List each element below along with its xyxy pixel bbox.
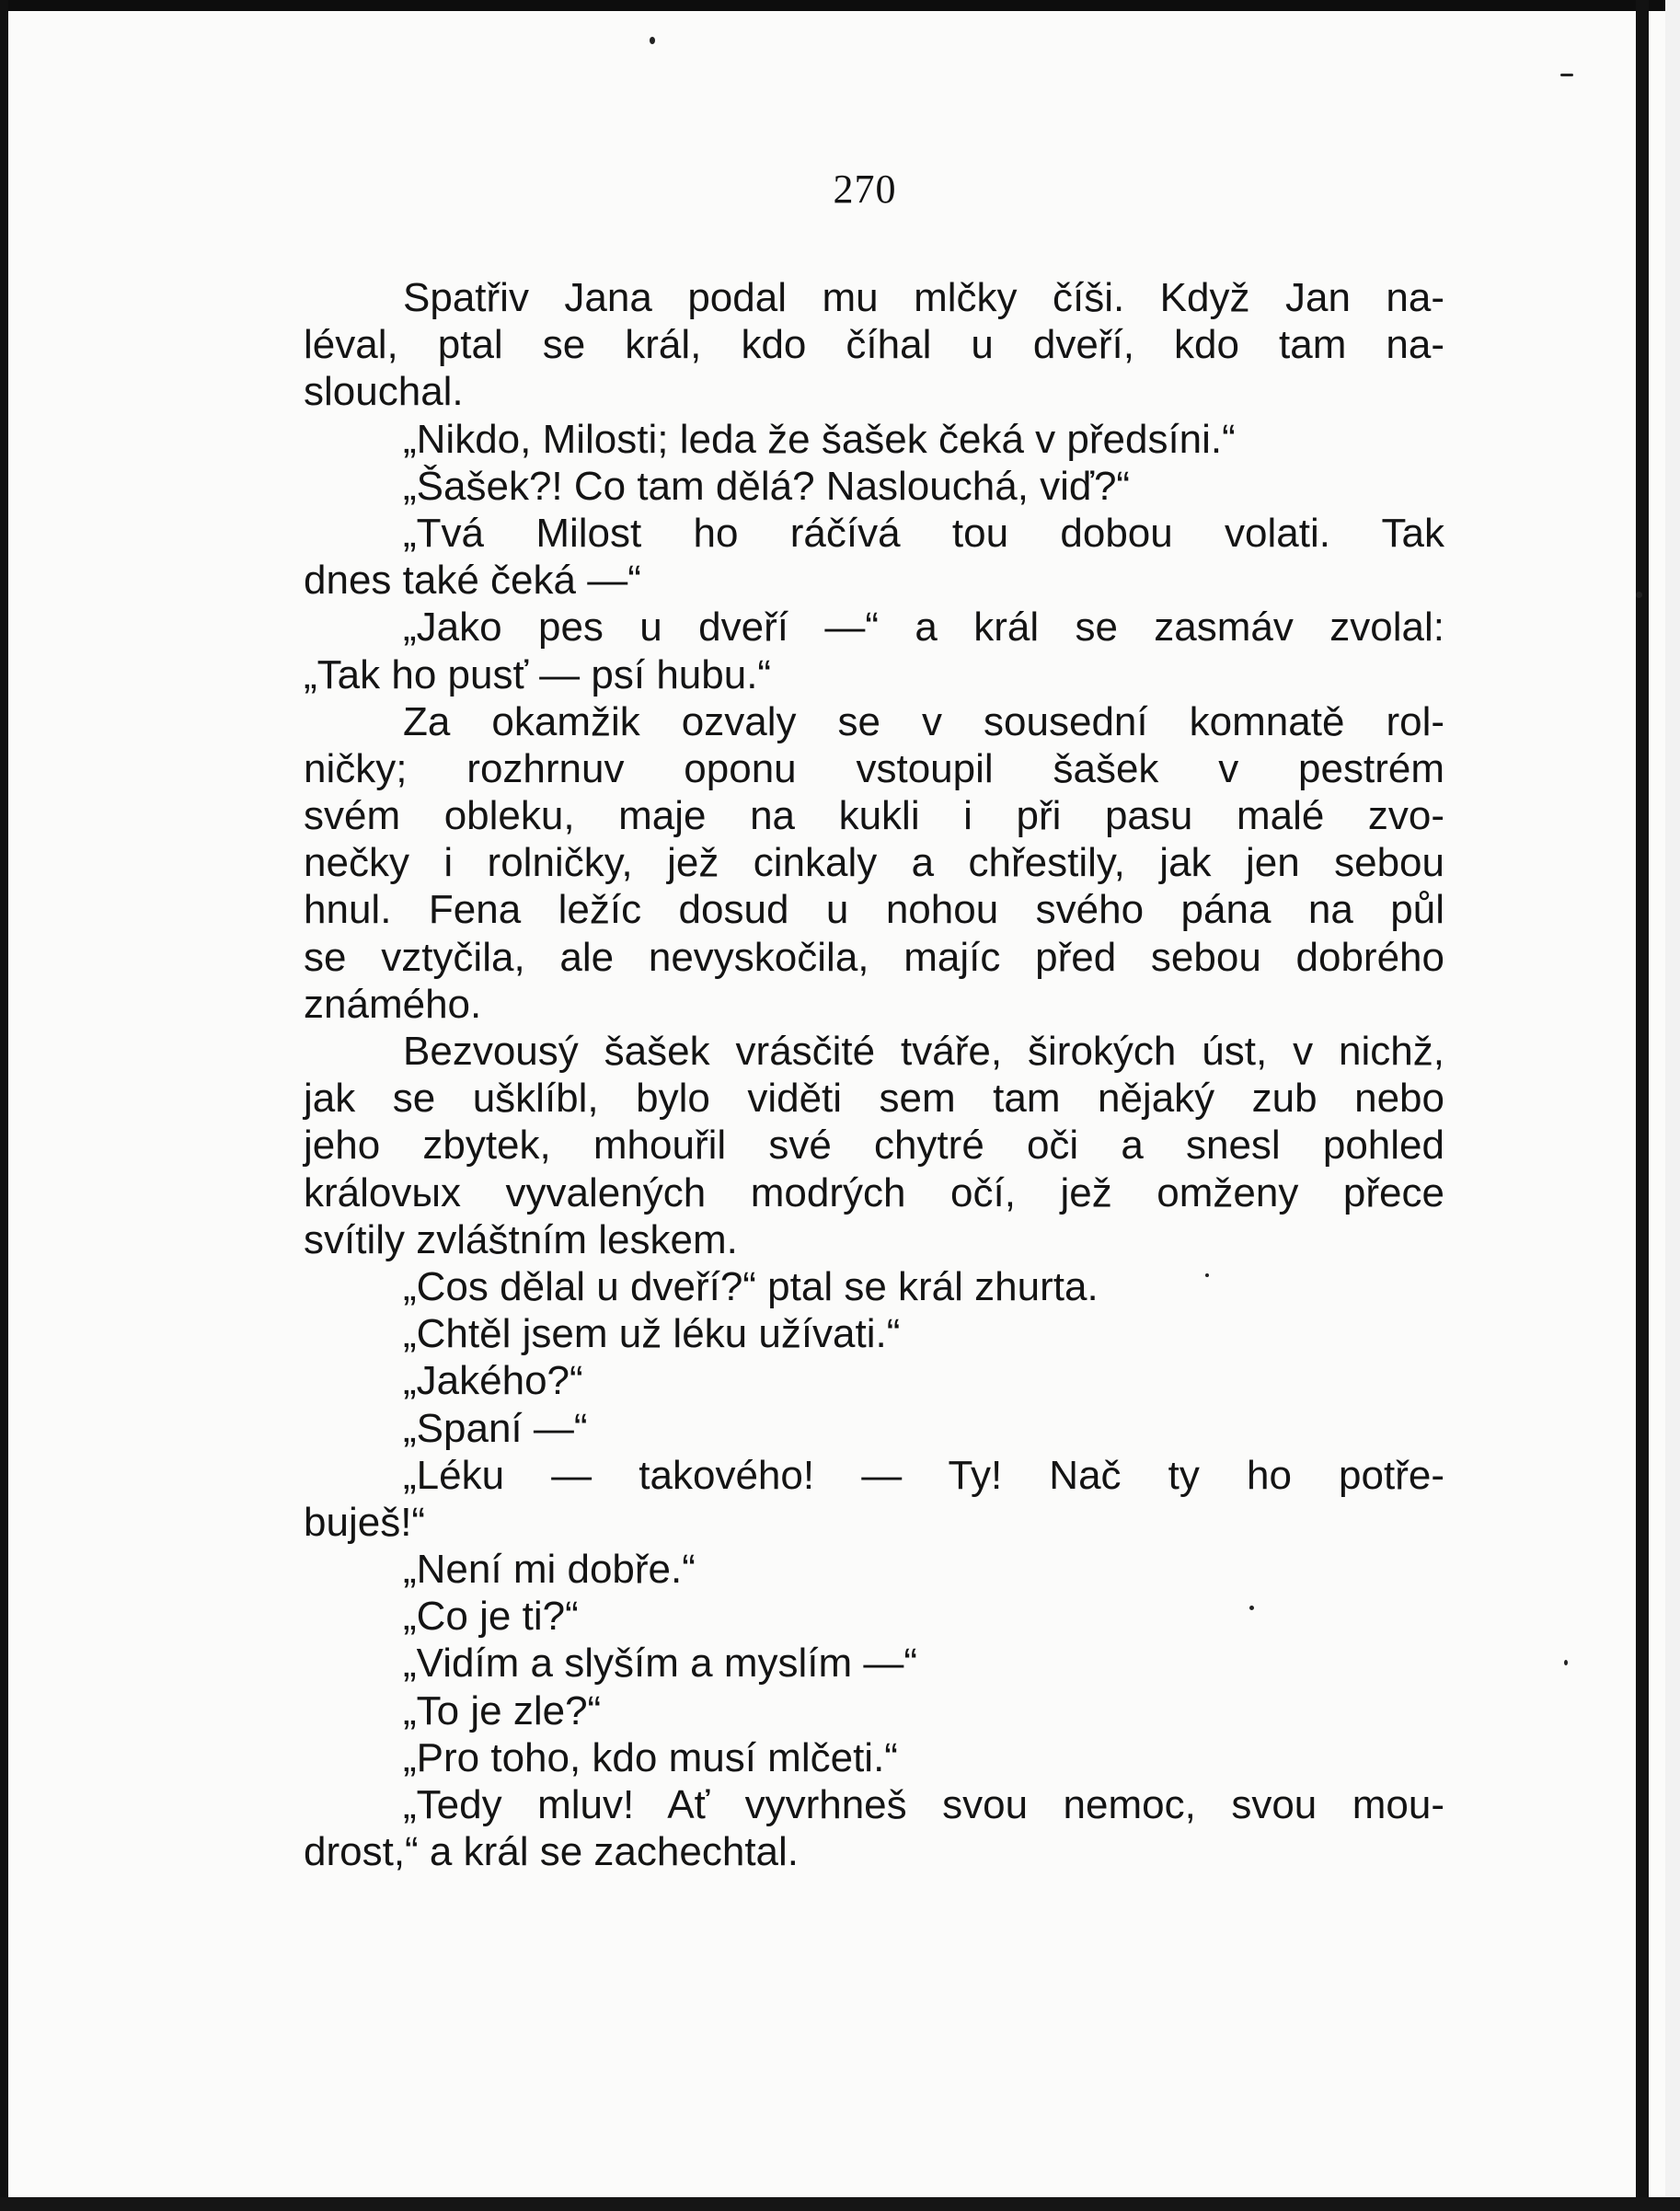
text-line: nečky i rolničky, jež cinkaly a chřestily, jak jen sebou [304,840,1444,886]
text-line: hnul. Fena ležíc dosud u nohou svého pána na půl [304,887,1444,933]
scan-speck [1560,74,1573,76]
text-line: „To je zle?“ [403,1687,602,1733]
text-line: drost,“ a král se zachechtal. [304,1829,800,1875]
text-line: Spatřiv Jana podal mu mlčky číši. Když Jan na- [403,275,1444,320]
text-line: „Šašek?! Co tam dělá? Naslouchá, viď?“ [403,463,1131,509]
scan-speck [1636,592,1642,598]
text-line: známého. [304,981,482,1027]
text-line: slouchal. [304,369,464,415]
scan-speck [1564,1660,1568,1665]
text-line: ničky; rozhrnuv oponu vstoupil šašek v pestrém [304,745,1444,791]
scan-border-left [0,0,8,2211]
text-line: „Jako pes u dveří —“ a král se zasmáv zvolal: [403,605,1444,651]
text-line: „Vidím a slyším a myslím —“ [403,1641,918,1687]
text-line: královых vyvalených modrých očí, jež omženy přece [304,1169,1444,1215]
text-line: jak se ušklíbl, bylo viděti sem tam nějaký zub nebo [304,1076,1444,1122]
text-line: jeho zbytek, mhouřil své chytré oči a snesl pohled [304,1123,1444,1169]
text-line: svítily zvláštním leskem. [304,1216,738,1262]
text-line: „Jakého?“ [403,1358,583,1404]
page-number: 270 [833,167,897,212]
text-line: „Tak ho pusť — psí hubu.“ [304,651,772,697]
text-line: „Léku — takového! — Ty! Nač ty ho potře- [403,1452,1444,1498]
text-line: svém obleku, maje na kukli i při pasu malé zvo- [304,793,1444,839]
scan-speck [650,37,655,44]
text-line: „Tedy mluv! Ať vyvrhneš svou nemoc, svou mou- [403,1782,1444,1827]
text-line: dnes také čeká —“ [304,558,641,604]
body-text [304,274,1444,1875]
text-line: se vztyčila, ale nevyskočila, majíc před sebou dobrého [304,934,1444,980]
scan-border-bottom [0,2197,1680,2211]
text-line: „Spaní —“ [403,1405,588,1451]
scan-margin-right [1665,0,1680,2211]
text-line: Bezvousý šašek vrásčité tváře, širokých úst, v nichž, [403,1029,1444,1074]
text-line: „Nikdo, Milosti; leda že šašek čeká v předsíni.“ [403,416,1236,462]
text-line: „Není mi dobře.“ [403,1547,696,1593]
text-line: léval, ptal se král, kdo číhal u dveří, kdo tam na- [304,322,1444,368]
scan-border-right [1636,0,1649,2211]
text-line: „Pro toho, kdo musí mlčeti.“ [403,1734,898,1780]
text-line: Za okamžik ozvaly se v sousední komnatě rol- [403,698,1444,744]
text-line: „Co je ti?“ [403,1594,579,1640]
text-line: „Chtěl jsem už léku užívati.“ [403,1311,901,1357]
scan-border-top [0,0,1680,11]
text-line: buješ!“ [304,1499,426,1545]
text-line: „Tvá Milost ho ráčívá tou dobou volati. Tak [403,510,1444,556]
text-line: „Cos dělal u dveří?“ ptal se král zhurta. [403,1263,1099,1309]
